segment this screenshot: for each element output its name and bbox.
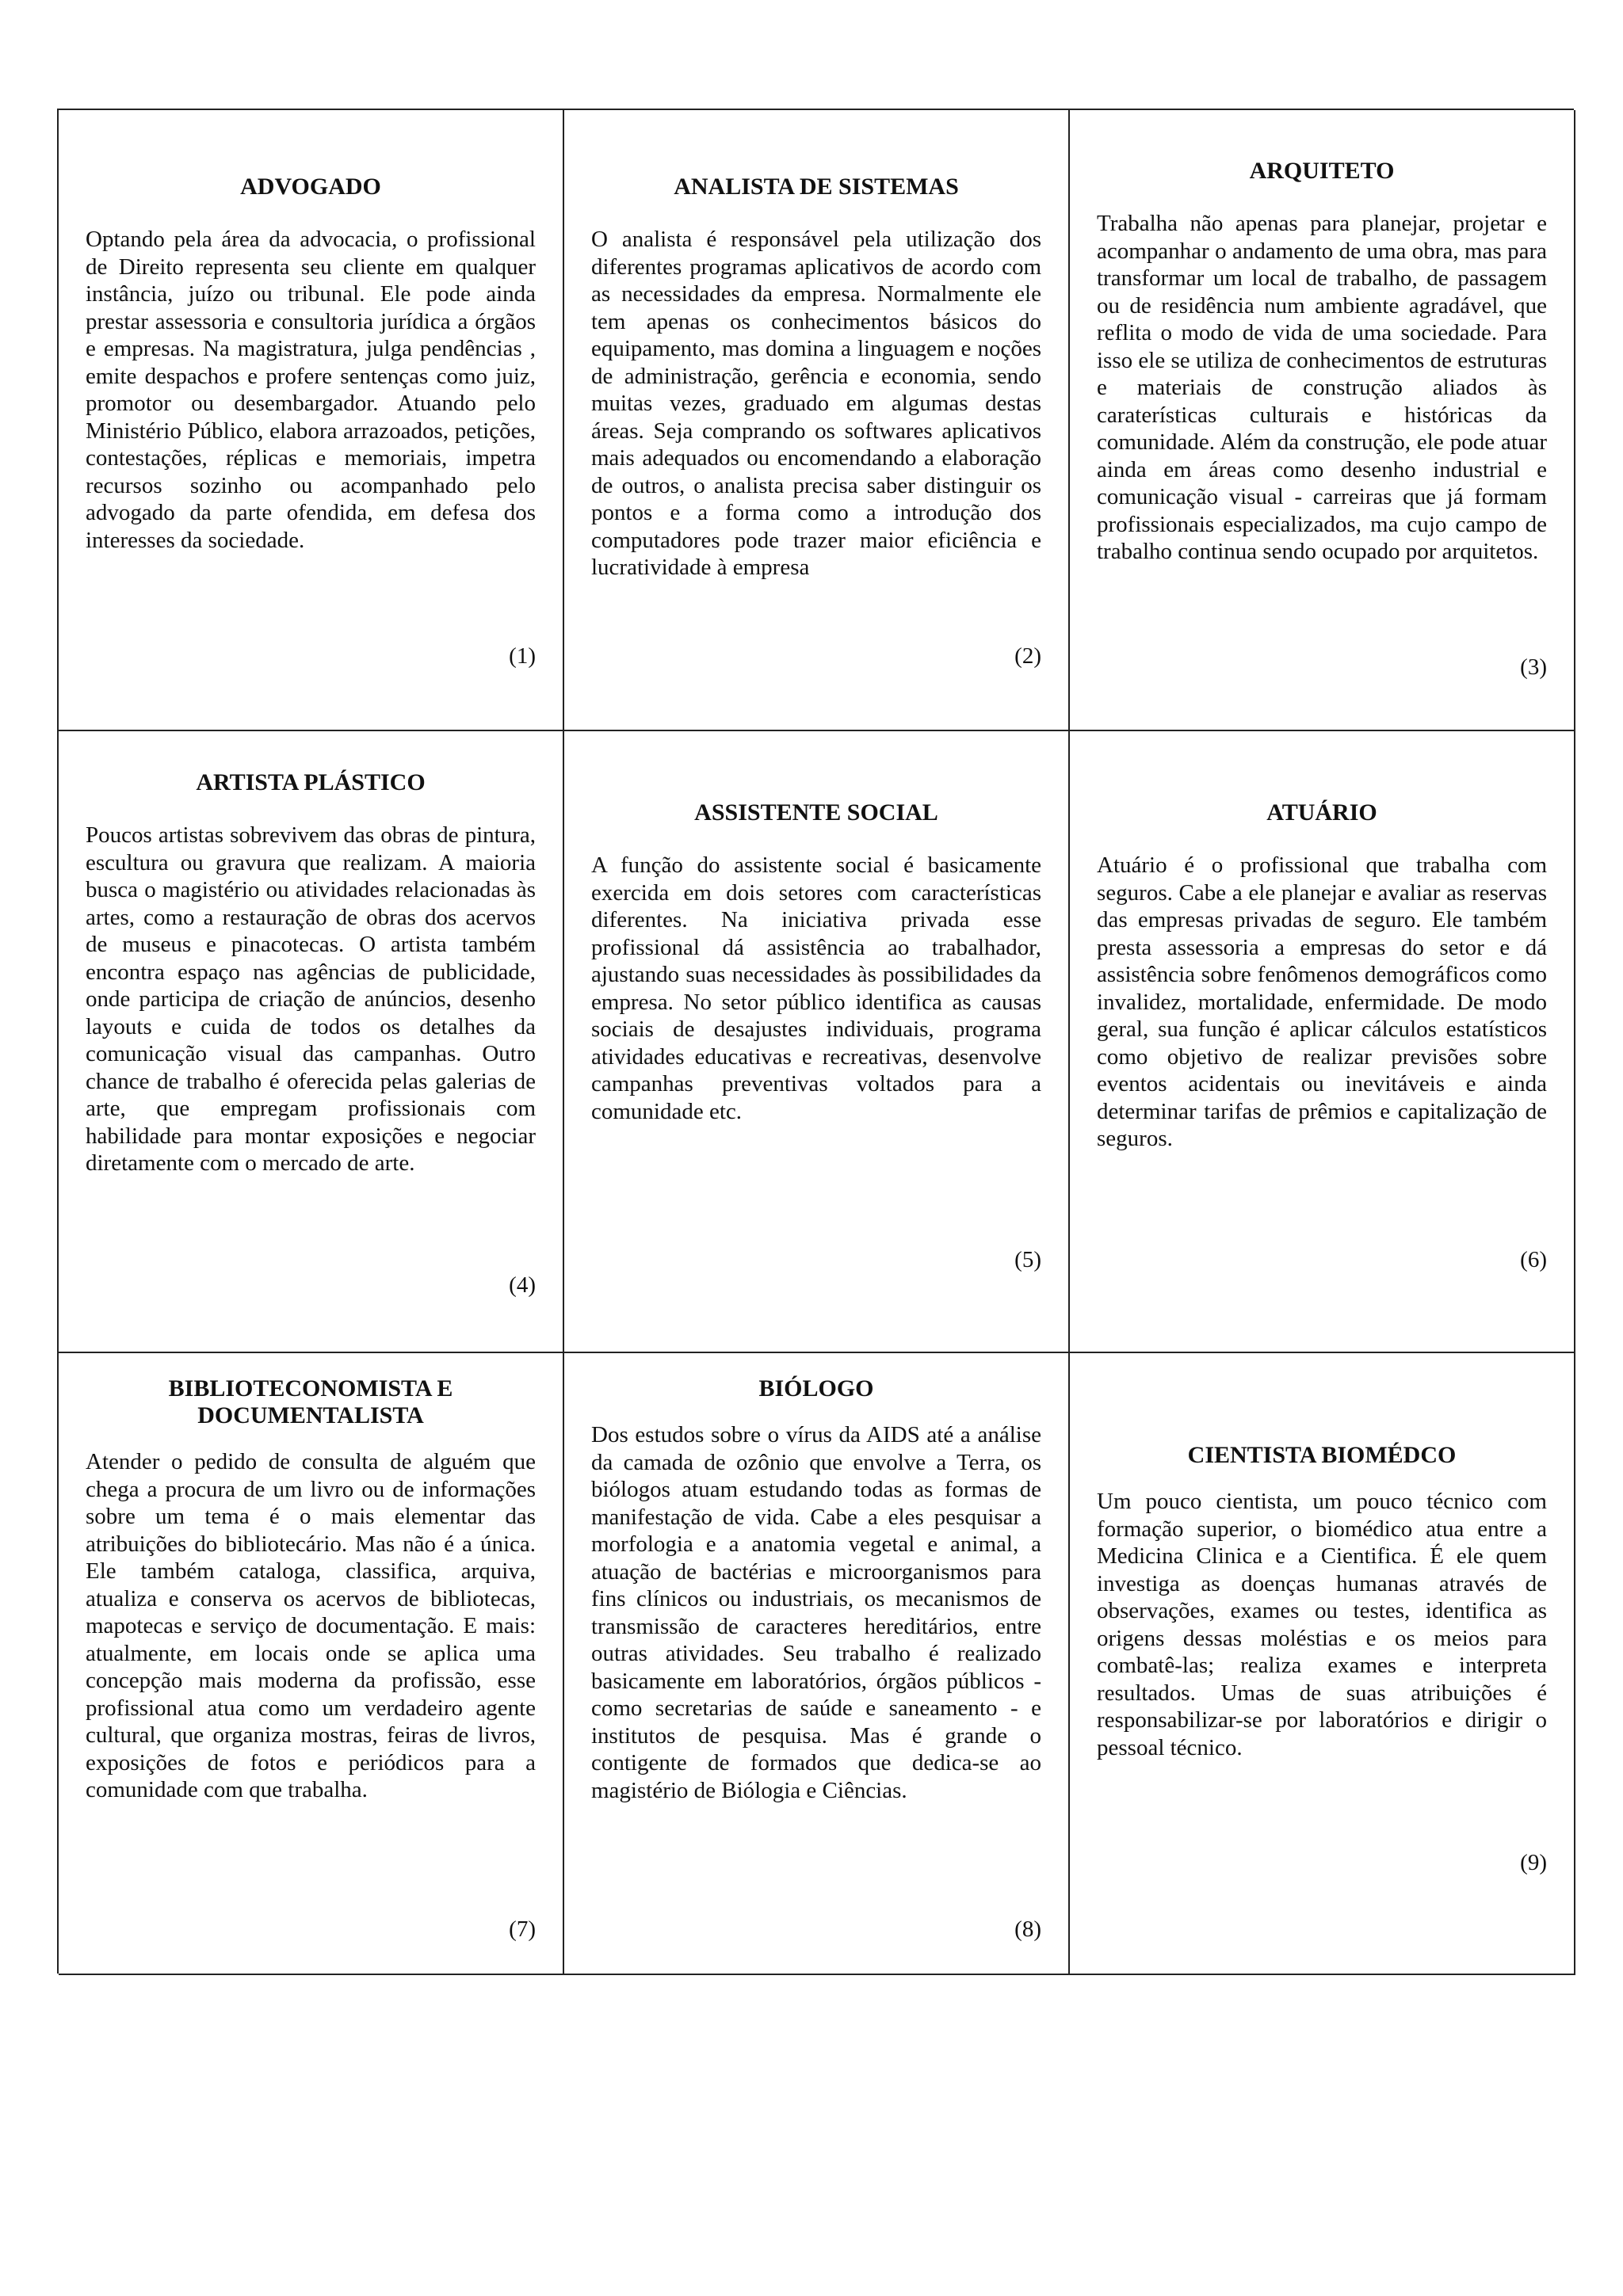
cell-body: Dos estudos sobre o vírus da AIDS até a análise da camada de ozônio que envolve a Terra, os biólogos atuam estudando todas as formas de manifestação de vida. Cabe a eles pesquisar a morfologia e a anatomia vegetal e animal, a atuação de bactérias e microorganismos para fins clínicos ou industriais, os mecanismos de transmissão de caracteres hereditários, entre outras atividades. Seu trabalho é realizado basicamente em laboratórios, órgãos públicos - como secretarias de saúde e saneamento - e institutos de pesquisa. Mas é grande o contigente de formados que dedica-se ao magistério de Biólogia e Ciências. — [591, 1422, 1041, 1803]
cell-body: Atender o pedido de consulta de alguém que chega a procura de um livro ou de informações sobre um tema é o mais elementar das atribuições do bibliotecário. Mas não é a única. Ele também cataloga, classifica, arquiva, atualiza e conserva os acervos de bibliotecas, mapotecas e serviço de documentação. E mais: atualmente, em locais onde se aplica uma concepção mais moderna da profissão, esse profissional atua como um verdadeiro agente cultural, que organiza mostras, feiras de livros, exposições de fotos e periódicos para a comunidade com que trabalha. — [86, 1449, 536, 1802]
cell-title: ADVOGADO — [240, 174, 381, 200]
cell-body: Trabalha não apenas para planejar, projetar e acompanhar o andamento de uma obra, mas para transformar um local de trabalho, de passagem ou de residência num ambiente agradável, que reflita o modo de vida de uma sociedade. Para isso ele se utiliza de conhecimentos de estruturas e materiais de construção aliados às caraterísticas culturais e históricas da comunidade. Além da construção, ele pode atuar ainda em áreas como desenho industrial e comunicação visual - carreiras que já formam profissionais especializados, ma cujo campo de trabalho continua sendo ocupado por arquitetos. — [1097, 211, 1547, 564]
cell-title: BIBLIOTECONOMISTA E DOCUMENTALISTA — [168, 1375, 453, 1428]
cell-body: O analista é responsável pela utilização dos diferentes programas aplicativos de acordo com as necessidades da empresa. Normalmente ele tem apenas os conhecimentos básicos do equipamento, mas domina a linguagem e noções de administração, gerência e economia, sendo muitas vezes, graduado em algumas destas áreas. Seja comprando os softwares aplicativos mais adequados ou encomendando a elaboração de outros, o analista precisa saber distinguir os pontos e a forma como a introdução dos computadores pode trazer maior eficiência e lucratividade à empresa — [591, 227, 1041, 580]
cell-number: (6) — [1520, 1247, 1547, 1272]
cell-number: (7) — [509, 1917, 536, 1942]
cell-title: ARQUITETO — [1249, 158, 1395, 184]
cell-advogado — [59, 110, 564, 731]
cell-title: ATUÁRIO — [1266, 799, 1377, 826]
cell-title: CIENTISTA BIOMÉDCO — [1187, 1442, 1457, 1468]
cell-number: (5) — [1014, 1247, 1041, 1272]
cell-body: Optando pela área da advocacia, o profissional de Direito representa seu cliente em qualquer instância, juízo ou tribunal. Ele pode ainda prestar assessoria e consultoria jurídica a órgãos e empresas. Na magistratura, julga pendências , emite despachos e profere sentenças como juiz, promotor ou desembargador. Atuando pelo Ministério Público, elabora arrazoados, petições, contestações, réplicas e memoriais, impetra recursos sozinho ou acompanhado pelo advogado da parte ofendida, em defesa dos interesses da sociedade. — [86, 227, 536, 553]
cell-arquiteto — [1070, 110, 1575, 731]
profession-grid — [57, 109, 1574, 1974]
cell-number: (9) — [1520, 1850, 1547, 1875]
cell-number: (8) — [1014, 1917, 1041, 1942]
cell-number: (2) — [1014, 643, 1041, 669]
cell-number: (1) — [509, 643, 536, 669]
cell-biblioteconomista — [59, 1353, 564, 1975]
cell-body: Um pouco cientista, um pouco técnico com formação superior, o biomédico atua entre a Medicina Clinica e a Cientifica. É ele quem investiga as doenças humanas através de observações, exames ou testes, identifica as origens dessas moléstias e os meios para combatê-las; realiza exames e interpreta resultados. Umas de suas atribuições é responsabilizar-se por laboratórios e dirigir o pessoal técnico. — [1097, 1489, 1547, 1760]
cell-atuario — [1070, 731, 1575, 1353]
cell-cientista-biomedico — [1070, 1353, 1575, 1975]
cell-title: ANALISTA DE SISTEMAS — [674, 174, 959, 200]
cell-body: A função do assistente social é basicamente exercida em dois setores com características diferentes. Na iniciativa privada esse profissional dá assistência ao trabalhador, ajustando suas necessidades às possibilidades da empresa. No setor público identifica as causas sociais de desajustes individuais, programa atividades educativas e recreativas, desenvolve campanhas preventivas voltados para a comunidade etc. — [591, 852, 1041, 1124]
cell-body: Poucos artistas sobrevivem das obras de pintura, escultura ou gravura que realizam. A maioria busca o magistério ou atividades relacionadas às artes, como a restauração de obras dos acervos de museus e pinacotecas. O artista também encontra espaço nas agências de publicidade, onde participa de criação de anúncios, desenho layouts e cuida de todos os detalhes da comunicação visual das campanhas. Outro chance de trabalho é oferecida pelas galerias de arte, que empregam profissionais com habilidade para montar exposições e negociar diretamente com o mercado de arte. — [86, 822, 536, 1176]
cell-title: BIÓLOGO — [758, 1375, 874, 1402]
cell-analista-de-sistemas — [564, 110, 1070, 731]
cell-biologo — [564, 1353, 1070, 1975]
cell-artista-plastico — [59, 731, 564, 1353]
cell-assistente-social — [564, 731, 1070, 1353]
cell-body: Atuário é o profissional que trabalha com seguros. Cabe a ele planejar e avaliar as reservas das empresas privadas de seguro. Ele também presta assessoria a empresas do setor e dá assistência sobre fenômenos demográficos como invalidez, mortalidade, enfermidade. De modo geral, sua função é aplicar cálculos estatísticos como objetivo de realizar previsões sobre eventos acidentais ou inevitáveis e ainda determinar tarifas de prêmios e capitalização de seguros. — [1097, 852, 1547, 1151]
cell-title: ARTISTA PLÁSTICO — [196, 769, 426, 795]
cell-number: (3) — [1520, 654, 1547, 680]
cell-title: ASSISTENTE SOCIAL — [694, 799, 938, 826]
cell-number: (4) — [509, 1272, 536, 1298]
